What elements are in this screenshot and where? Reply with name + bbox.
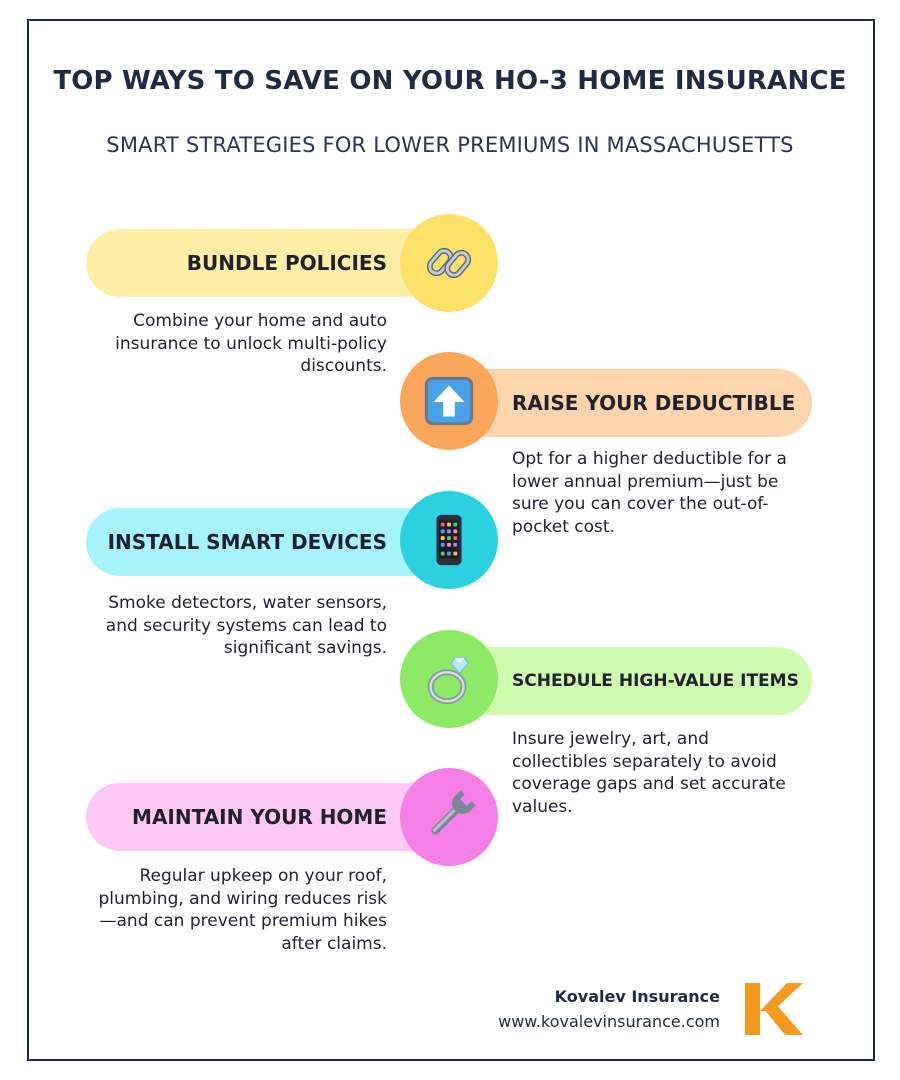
tip-label: SCHEDULE HIGH-VALUE ITEMS bbox=[512, 671, 799, 691]
ring-icon bbox=[420, 650, 478, 708]
tip-label: BUNDLE POLICIES bbox=[186, 251, 387, 275]
wrench-icon bbox=[420, 788, 478, 846]
tip-label: RAISE YOUR DEDUCTIBLE bbox=[512, 391, 796, 415]
tip-label: INSTALL SMART DEVICES bbox=[107, 530, 387, 554]
tip-description: Smoke detectors, water sensors, and security systems can lead to significant savings. bbox=[105, 593, 387, 658]
link-icon bbox=[420, 234, 478, 292]
tip-schedule-items-icon-circle bbox=[400, 630, 498, 728]
tip-bundle-policies-icon-circle bbox=[400, 214, 498, 312]
tip-description: Opt for a higher deductible for a lower annual premium—just be sure you can cover the out-of-pocket cost. bbox=[512, 449, 787, 537]
kovalev-logo-icon bbox=[743, 981, 805, 1037]
tip-description: Regular upkeep on your roof, plumbing, and wiring reduces risk—and can prevent premium hikes after claims. bbox=[98, 866, 387, 954]
smartphone-icon bbox=[420, 511, 478, 569]
tip-label: MAINTAIN YOUR HOME bbox=[132, 805, 387, 829]
page-title: TOP WAYS TO SAVE ON YOUR HO-3 HOME INSURANCE bbox=[53, 66, 847, 96]
company-name: Kovalev Insurance bbox=[554, 987, 720, 1006]
company-url[interactable]: www.kovalevinsurance.com bbox=[498, 1012, 720, 1031]
tip-raise-deductible-icon-circle bbox=[400, 352, 498, 450]
tip-description: Combine your home and auto insurance to unlock multi-policy discounts. bbox=[115, 311, 387, 376]
tip-description: Insure jewelry, art, and collectibles separately to avoid coverage gaps and set accurate values. bbox=[512, 729, 786, 817]
up-arrow-icon bbox=[420, 372, 478, 430]
tip-smart-devices-icon-circle bbox=[400, 491, 498, 589]
tip-maintain-home-icon-circle bbox=[400, 768, 498, 866]
page-subtitle: SMART STRATEGIES FOR LOWER PREMIUMS IN MASSACHUSETTS bbox=[106, 133, 794, 157]
